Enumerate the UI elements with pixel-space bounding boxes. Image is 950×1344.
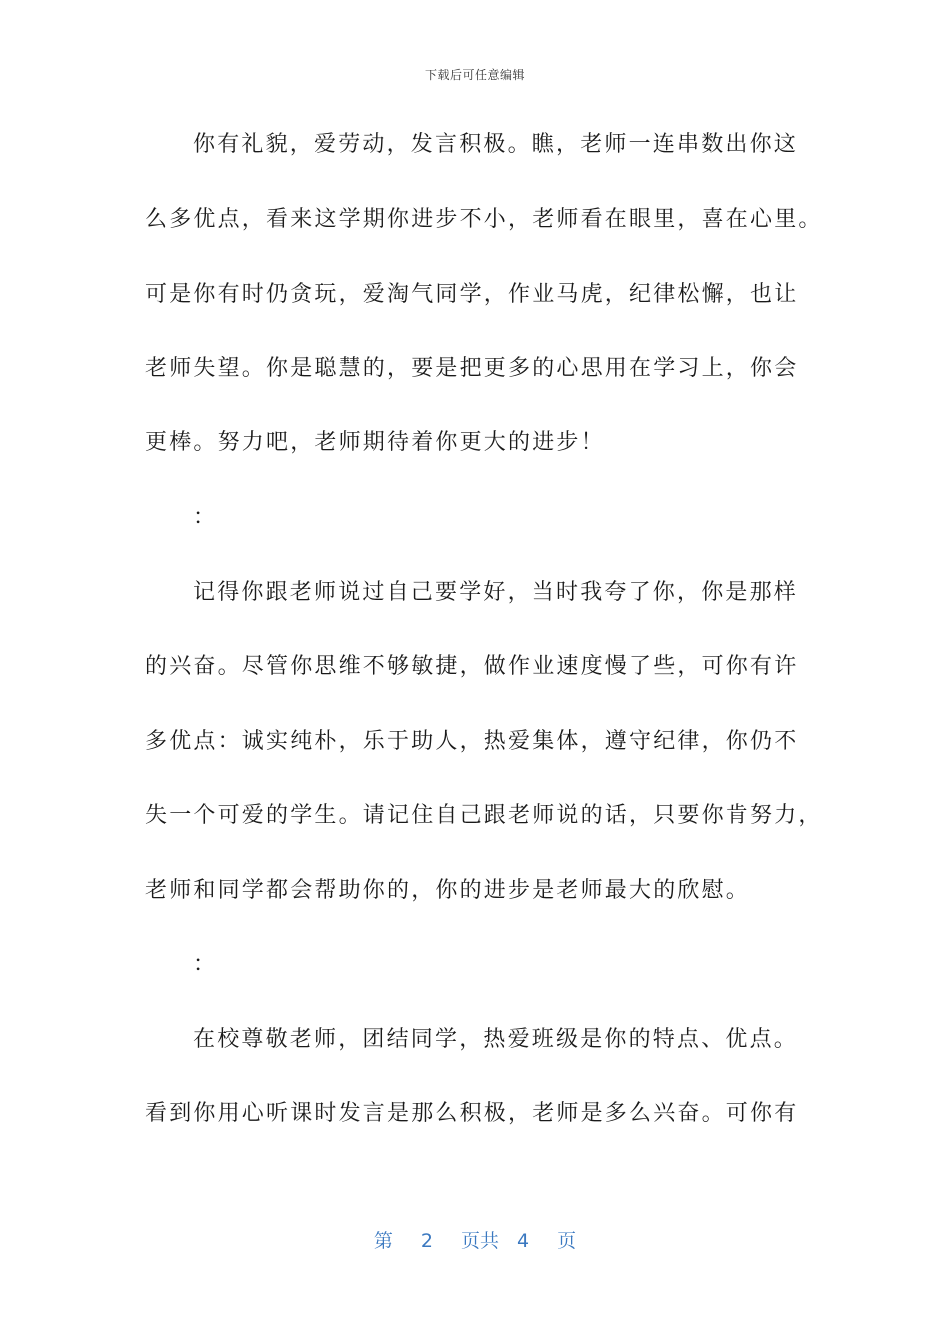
text-line: 么多优点，看来这学期你进步不小，老师看在眼里，喜在心里。: [145, 207, 823, 232]
footer-current-page: 2: [420, 1230, 433, 1252]
text-line: 多优点：诚实纯朴，乐于助人，热爱集体，遵守纪律，你仍不: [145, 729, 799, 754]
text-line: 更棒。努力吧，老师期待着你更大的进步！: [145, 430, 605, 455]
footer-label-end: 页: [557, 1230, 577, 1252]
section-colon: ：: [193, 505, 218, 530]
text-line: 看到你用心听课时发言是那么积极，老师是多么兴奋。可你有: [145, 1101, 799, 1126]
text-line: 老师和同学都会帮助你的，你的进步是老师最大的欣慰。: [145, 878, 751, 903]
text-line: 可是你有时仍贪玩，爱淘气同学，作业马虎，纪律松懈，也让: [145, 282, 799, 307]
footer-label-of: 页共: [460, 1230, 499, 1252]
footer-label-page: 第: [373, 1230, 393, 1252]
text-line: 记得你跟老师说过自己要学好，当时我夸了你，你是那样: [193, 580, 799, 605]
text-line: 老师失望。你是聪慧的，要是把更多的心思用在学习上，你会: [145, 356, 799, 381]
footer-total-pages: 4: [517, 1230, 530, 1252]
text-line: 失一个可爱的学生。请记住自己跟老师说的话，只要你肯努力，: [145, 803, 823, 828]
section-colon: ：: [193, 952, 218, 977]
header-note: 下载后可任意编辑: [424, 68, 525, 82]
page-footer: [0, 1226, 950, 1253]
text-line: 在校尊敬老师，团结同学，热爱班级是你的特点、优点。: [193, 1027, 799, 1052]
text-line: 的兴奋。尽管你思维不够敏捷，做作业速度慢了些，可你有许: [145, 654, 799, 679]
text-line: 你有礼貌，爱劳动，发言积极。瞧，老师一连串数出你这: [193, 132, 799, 157]
